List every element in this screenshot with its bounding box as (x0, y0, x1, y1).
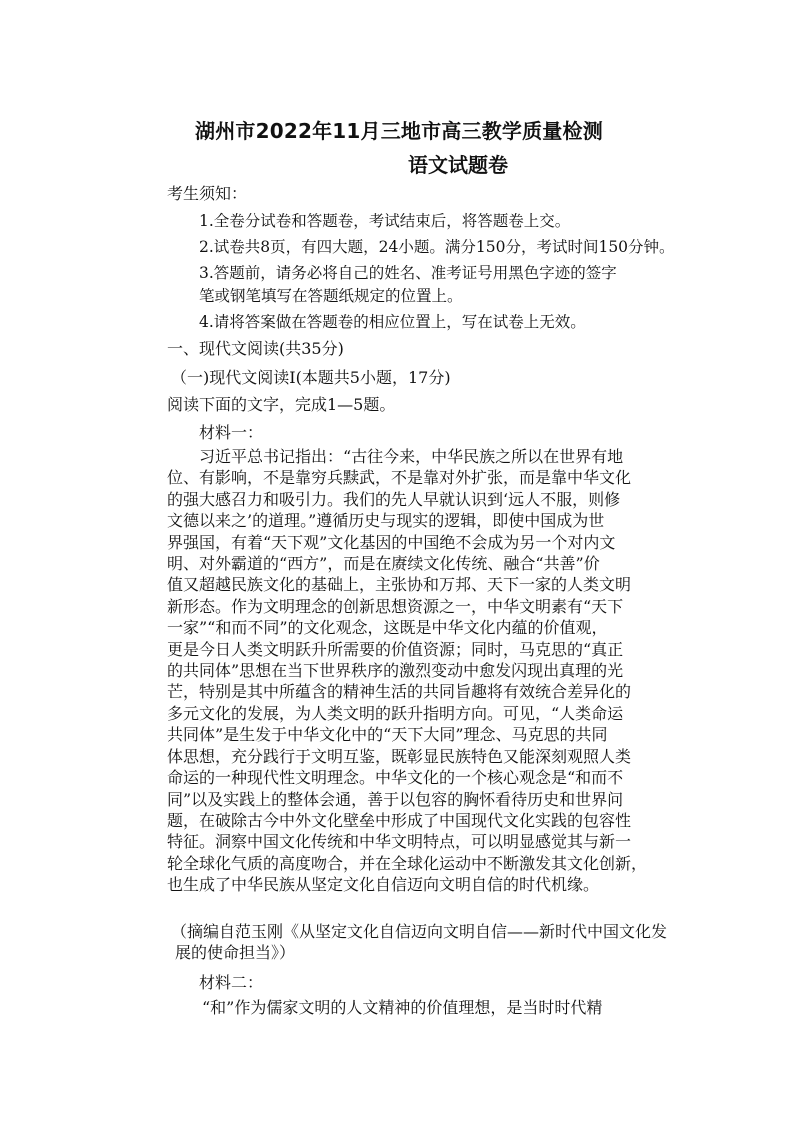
notice-heading: 考生须知： (167, 184, 248, 203)
section-sub-heading: （一)现代文阅读I(本题共5小题，17分) (171, 368, 451, 387)
material-one-source-cont: 展的使命担当》） (175, 943, 296, 962)
notice-item: 3.答题前，请务必将自己的姓名、准考证号用黑色字迹的签字 (199, 264, 617, 282)
passage-line: 轮全球化气质的高度吻合，并在全球化运动中不断激发其文化创新， (167, 853, 648, 873)
material-one-source: （摘编自范玉刚《从坚定文化自信迈向文明自信——新时代中国文化发 (171, 922, 668, 941)
passage-line: 体思想，充分践行于文明互鉴，既彰显民族特色又能深刻观照人类 (167, 746, 632, 766)
passage-line: 共同体”是生发于中华文化中的“天下大同”理念、马克思的共同 (167, 725, 608, 745)
passage-line: 新形态。作为文明理念的创新思想资源之一，中华文明素有“天下 (167, 596, 624, 616)
passage-line: 习近平总书记指出：“古往今来，中华民族之所以在世界有地 (199, 447, 624, 466)
notice-item: 笔或钢笔填写在答题纸规定的位置上。 (199, 287, 463, 305)
section-instruction: 阅读下面的文字，完成1—5题。 (167, 395, 396, 414)
passage-line: 的共同体”思想在当下世界秩序的激烈变动中愈发闪现出真理的光 (167, 661, 624, 681)
passage-line: 界强国，有着“天下观”文化基因的中国绝不会成为另一个对内文 (167, 532, 616, 552)
section-heading: 一、现代文阅读(共35分) (167, 339, 344, 358)
passage-line: 一家”“和而不同”的文化观念，这既是中华文化内蕴的价值观， (167, 618, 608, 638)
material-two-first-line: “和”作为儒家文明的人文精神的价值理想，是当时时代精 (202, 998, 603, 1017)
passage-line: 命运的一种现代性文明理念。中华文化的一个核心观念是“和而不 (167, 768, 624, 788)
passage-line: 明、对外霸道的“西方”，而是在赓续文化传统、融合“共善”价 (167, 554, 600, 574)
passage-line: 同”以及实践上的整体会通，善于以包容的胸怀看待历史和世界问 (167, 789, 624, 809)
material-one-label: 材料一： (199, 423, 264, 442)
notice-item: 1.全卷分试卷和答题卷，考试结束后，将答题卷上交。 (199, 212, 571, 230)
passage-line: 芒，特别是其中所蕴含的精神生活的共同旨趣将有效统合差异化的 (167, 682, 632, 702)
material-two-label: 材料二： (199, 973, 264, 992)
notice-item: 4.请将答案做在答题卷的相应位置上，写在试卷上无效。 (199, 313, 586, 331)
passage-line: 的强大感召力和吸引力。我们的先人早就认识到‘远人不服，则修 (167, 489, 621, 509)
passage-line: 也生成了中华民族从坚定文化自信迈向文明自信的时代机缘。 (167, 875, 600, 895)
passage-line: 多元文化的发展，为人类文明的跃升指明方向。可见，“人类命运 (167, 703, 624, 723)
passage-line: 题，在破除古今中外文化壁垒中形成了中国现代文化实践的包容性 (167, 810, 632, 830)
passage-line: 值又超越民族文化的基础上，主张协和万邦、天下一家的人类文明 (167, 575, 632, 595)
passage-line: 文德以来之’的道理。”遵循历史与现实的逻辑，即使中国成为世 (167, 511, 605, 531)
notice-item: 2.试卷共8页，有四大题，24小题。满分150分，考试时间150分钟。 (199, 238, 675, 256)
passage-line: 特征。洞察中国文化传统和中华文明特点，可以明显感觉其与新一 (167, 832, 632, 852)
passage-line: 位、有影响，不是靠穷兵黩武，不是靠对外扩张，而是靠中华文化 (167, 468, 632, 488)
document-title: 湖州市2022年11月三地市高三教学质量检测 (195, 119, 603, 143)
material-one-passage (167, 446, 647, 896)
document-subtitle: 语文试题卷 (408, 153, 508, 177)
passage-line: 更是今日人类文明跃升所需要的价值资源；同时，马克思的“真正 (167, 639, 624, 659)
